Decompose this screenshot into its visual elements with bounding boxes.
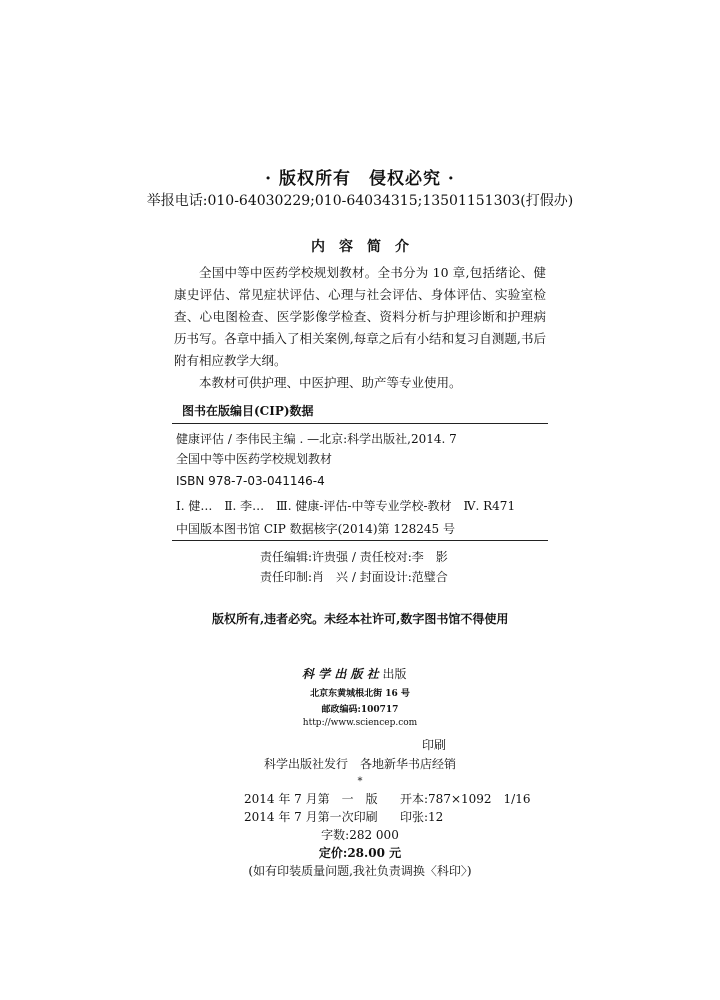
summary-paragraph: 全国中等中医药学校规划教材。全书分为 10 章,包括绪论、健康史评估、常见症状评估、心理与社会评估、身体评估、实验室检查、心电图检查、医学影像学检查、资料分析与护理诊断和护理病历书写。各章中插入了相关案例,每章之后有小结和复习自测题,书后附有相应教学大纲。: [174, 265, 546, 368]
separator-mark: *: [357, 776, 363, 787]
word-count: 字数:282 000: [321, 828, 399, 842]
sheets-line: 印张:12: [400, 810, 444, 824]
usage-warning: 版权所有,违者必究。未经本社许可,数字图书馆不得使用: [212, 612, 509, 626]
copyright-notice: · 版权所有 侵权必究 ·: [265, 169, 455, 189]
credits-line: 责任印制:肖 兴 / 封面设计:范璧合: [260, 570, 448, 584]
cip-divider-bottom: [172, 540, 548, 541]
publisher-url: http://www.sciencep.com: [302, 718, 418, 728]
format-line: 开本:787×1092 1/16: [400, 792, 531, 806]
print-line: 2014 年 7 月第一次印刷: [244, 810, 378, 824]
cip-line: 中国版本图书馆 CIP 数据核字(2014)第 128245 号: [176, 522, 455, 536]
summary-heading: 内 容 简 介: [311, 239, 409, 255]
publisher-address: 北京东黄城根北街 16 号: [310, 689, 410, 699]
report-phone: 举报电话:010-64030229;010-64034315;13501151303(打假办): [146, 193, 574, 209]
cip-heading: 图书在版编目(CIP)数据: [182, 404, 314, 418]
publisher-name: 科 学 出 版 社: [302, 667, 379, 681]
summary-paragraph: 本教材可供护理、中医护理、助产等专业使用。: [199, 375, 462, 390]
quality-note: (如有印装质量问题,我社负责调换〈科印〉): [248, 864, 472, 878]
publisher-action: 出版: [382, 667, 407, 681]
summary-body: [174, 262, 546, 394]
cip-divider: [172, 423, 548, 424]
print-label: 印刷: [422, 738, 447, 752]
cip-line: 健康评估 / 李伟民主编 . —北京:科学出版社,2014. 7: [176, 432, 457, 446]
publisher-postcode: 邮政编码:100717: [321, 705, 399, 715]
publisher-line: [302, 665, 407, 682]
credits-line: 责任编辑:许贵强 / 责任校对:李 影: [260, 550, 448, 564]
distribution: 科学出版社发行 各地新华书店经销: [263, 757, 456, 771]
edition-line: 2014 年 7 月第 一 版: [244, 792, 378, 806]
price: 定价:28.00 元: [318, 846, 402, 860]
cip-line: ISBN 978-7-03-041146-4: [176, 474, 325, 488]
cip-line: 全国中等中医药学校规划教材: [176, 452, 333, 466]
cip-line: Ⅰ. 健… Ⅱ. 李… Ⅲ. 健康-评估-中等专业学校-教材 Ⅳ. R471: [176, 499, 516, 513]
